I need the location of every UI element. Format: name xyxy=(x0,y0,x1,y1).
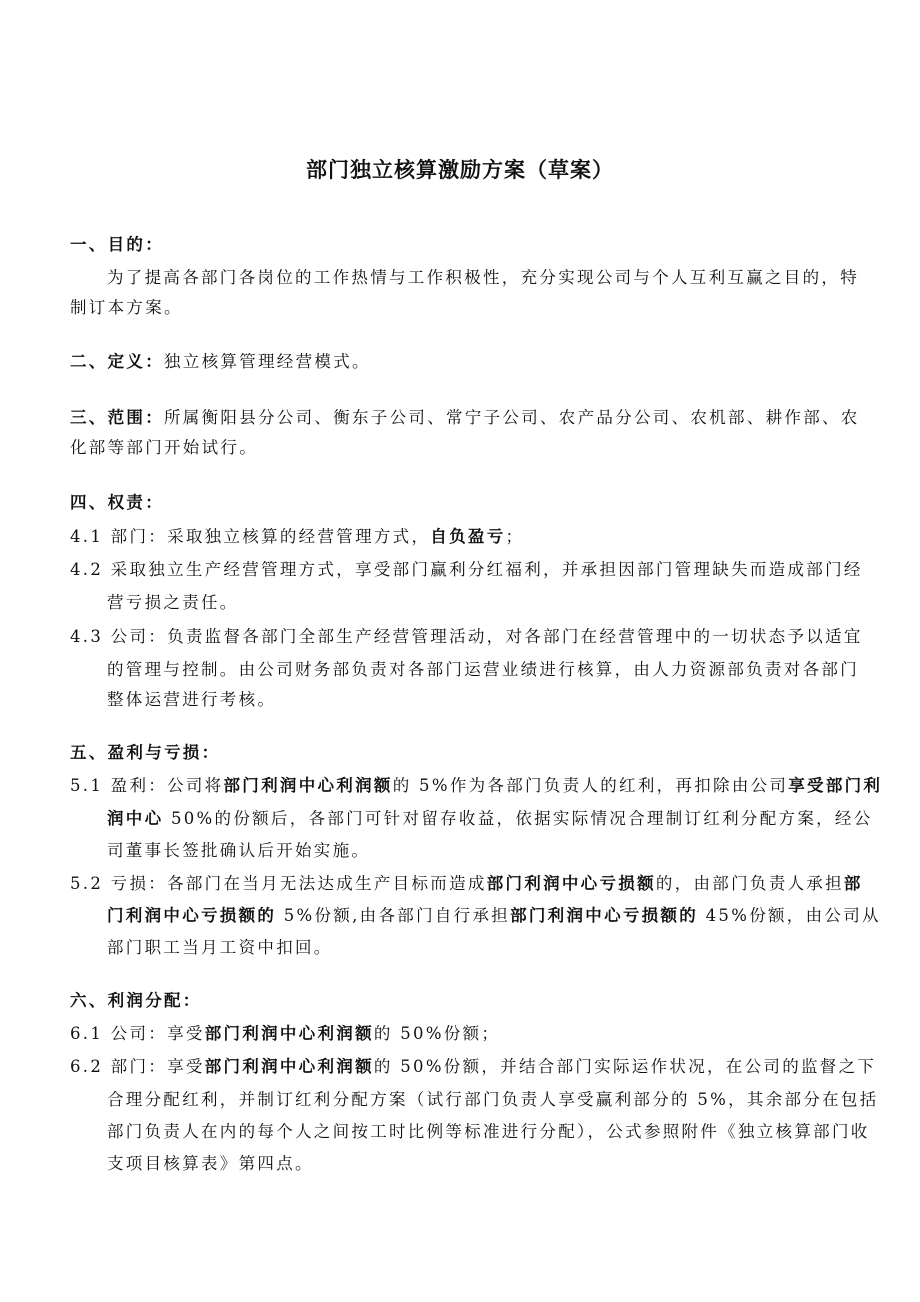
bold-text: 部门利润中心利润额 xyxy=(223,776,393,795)
text-line xyxy=(70,742,220,764)
text-line xyxy=(70,492,164,514)
text-line xyxy=(70,626,863,648)
text: 的 5%作为各部门负责人的红利，再扣除由公司 xyxy=(392,776,789,795)
text-line xyxy=(70,437,258,459)
text-line xyxy=(107,1121,870,1143)
text: 6.1 公司：享受 xyxy=(70,1024,205,1043)
bold-text: 一、目的： xyxy=(70,235,164,254)
text-line xyxy=(107,1153,314,1175)
text-line xyxy=(70,407,860,429)
text-line xyxy=(107,840,370,862)
bold-text: 部门利润中心利润额 xyxy=(204,1024,374,1043)
bold-text: 部门利润中心亏损额的 xyxy=(510,906,699,925)
bold-text: 二、定义： xyxy=(70,352,164,371)
text: 司董事长签批确认后开始实施。 xyxy=(107,841,371,860)
text: 的 50%份额，并结合部门实际运作状况，在公司的监督之下 xyxy=(373,1057,877,1076)
text: 5.2 亏损：各部门在当月无法达成生产目标而造成 xyxy=(70,874,487,893)
text-line xyxy=(70,351,371,373)
bold-text: 部门利润中心亏损额 xyxy=(486,874,656,893)
text-line xyxy=(107,1089,879,1111)
text-line xyxy=(70,990,202,1012)
bold-text: 部门利润中心利润额 xyxy=(204,1057,374,1076)
text-line xyxy=(107,937,333,959)
text: 化部等部门开始试行。 xyxy=(70,438,258,457)
text-line xyxy=(107,808,873,830)
bold-text: 部 xyxy=(843,874,863,893)
text-line xyxy=(107,905,881,927)
text: 营亏损之责任。 xyxy=(107,593,239,612)
text: 的，由部门负责人承担 xyxy=(655,874,844,893)
text-line xyxy=(70,775,882,797)
bold-text: 五、盈利与亏损： xyxy=(70,743,221,762)
bold-text: 自负盈亏 xyxy=(430,527,506,546)
text: 4.2 采取独立生产经营管理方式，享受部门赢利分红福利，并承担因部门管理缺失而造成部门经 xyxy=(70,560,863,579)
text-line xyxy=(107,592,239,614)
text: 5%份额,由各部门自行承担 xyxy=(276,906,511,925)
text: 50%的份额后，各部门可针对留存收益，依据实际情况合理制订红利分配方案，经公 xyxy=(163,809,873,828)
text: 4.1 部门：采取独立核算的经营管理方式， xyxy=(70,527,431,546)
text: 的管理与控制。由公司财务部负责对各部门运营业绩进行核算，由人力资源部负责对各部门 xyxy=(107,660,859,679)
text: 的 50%份额； xyxy=(373,1024,501,1043)
text: 合理分配红利，并制订红利分配方案（试行部门负责人享受赢利部分的 5%，其余部分在包括 xyxy=(107,1090,879,1109)
text: 5.1 盈利：公司将 xyxy=(70,776,224,795)
text: 独立核算管理经营模式。 xyxy=(164,352,371,371)
text: 整体运营进行考核。 xyxy=(107,690,277,709)
text-line xyxy=(70,234,164,256)
text-line xyxy=(107,689,276,711)
bold-text: 三、范围： xyxy=(70,408,164,427)
bold-text: 四、权责： xyxy=(70,493,164,512)
bold-text: 门利润中心亏损额的 xyxy=(107,906,277,925)
text-line xyxy=(70,1023,500,1045)
text: 制订本方案。 xyxy=(70,298,183,317)
text-line xyxy=(107,267,859,289)
text-line xyxy=(70,1056,876,1078)
text-line xyxy=(70,873,863,895)
text-line xyxy=(107,659,859,681)
text: 45%份额，由公司从 xyxy=(698,906,881,925)
text-line xyxy=(70,526,524,548)
text-line xyxy=(70,297,183,319)
text: ； xyxy=(505,527,525,546)
bold-text: 六、利润分配： xyxy=(70,991,202,1010)
text: 为了提高各部门各岗位的工作热情与工作积极性，充分实现公司与个人互利互赢之目的，特 xyxy=(107,268,859,287)
bold-text: 润中心 xyxy=(107,809,164,828)
text: 支项目核算表》第四点。 xyxy=(107,1154,314,1173)
text-line xyxy=(70,559,863,581)
bold-text: 享受部门利 xyxy=(788,776,883,795)
document-title: 部门独立核算激励方案（草案） xyxy=(306,158,614,182)
text: 6.2 部门：享受 xyxy=(70,1057,205,1076)
text: 部门负责人在内的每个人之间按工时比例等标准进行分配），公式参照附件《独立核算部门收 xyxy=(107,1122,870,1141)
text: 部门职工当月工资中扣回。 xyxy=(107,938,333,957)
text: 所属衡阳县分公司、衡东子公司、常宁子公司、农产品分公司、农机部、耕作部、农 xyxy=(164,408,860,427)
text: 4.3 公司：负责监督各部门全部生产经营管理活动，对各部门在经营管理中的一切状态予以适宜 xyxy=(70,627,863,646)
